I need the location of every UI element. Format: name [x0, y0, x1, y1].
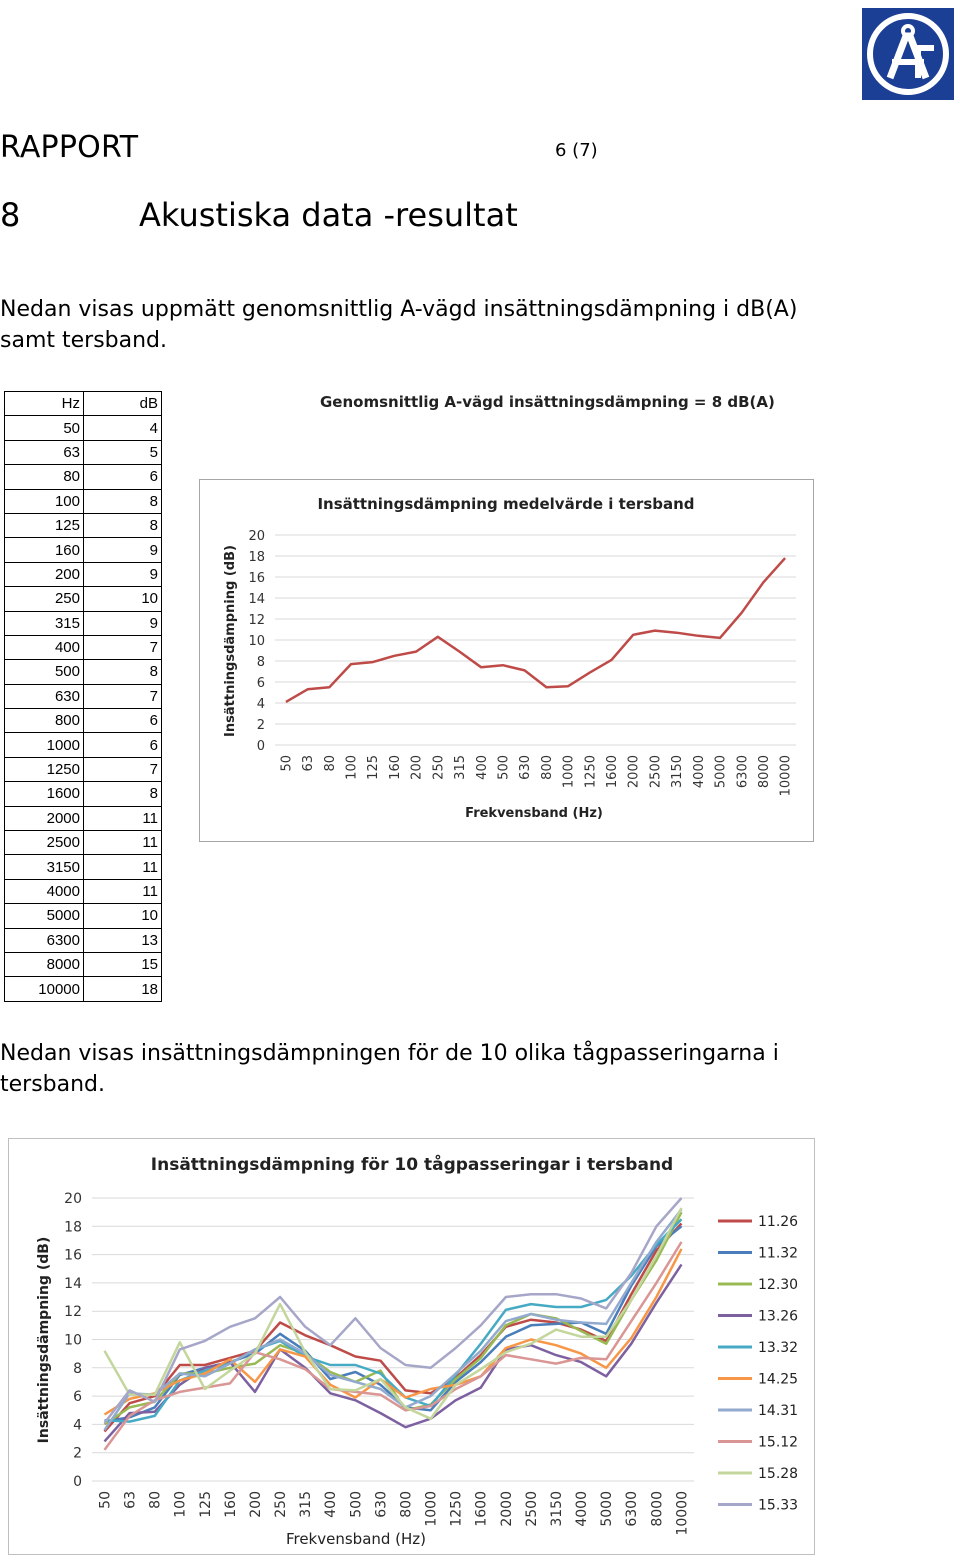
x-tick-label: 10000: [778, 755, 794, 797]
x-tick-label: 100: [344, 755, 360, 780]
table-row: [5, 684, 162, 708]
y-tick-label: 16: [64, 1247, 82, 1264]
legend-label: 15.12: [758, 1434, 799, 1451]
legend-label: 14.31: [758, 1403, 799, 1419]
table-row: [5, 831, 162, 855]
x-axis-label: Frekvensband (Hz): [465, 806, 603, 821]
x-tick-label: 100: [172, 1491, 189, 1518]
frequency-table: [4, 391, 162, 1002]
db-cell: 8: [84, 660, 162, 684]
table-row: [5, 489, 162, 513]
y-axis-label: Insättningsdämpning (dB): [36, 1236, 52, 1444]
x-tick-label: 4000: [691, 755, 707, 789]
y-tick-label: 10: [248, 634, 265, 649]
table-row: [5, 709, 162, 733]
y-tick-label: 12: [64, 1304, 82, 1321]
db-cell: 8: [84, 513, 162, 537]
db-cell: 6: [84, 733, 162, 757]
x-tick-label: 1250: [448, 1491, 465, 1527]
db-cell: 9: [84, 538, 162, 562]
db-cell: 9: [84, 611, 162, 635]
x-tick-label: 1000: [561, 755, 577, 789]
x-tick-label: 5000: [599, 1491, 616, 1527]
hz-cell: 2000: [5, 806, 84, 830]
db-cell: dB: [84, 392, 162, 416]
x-tick-label: 63: [301, 755, 317, 772]
db-cell: 18: [84, 977, 162, 1001]
legend-label: 15.33: [758, 1497, 799, 1514]
y-tick-label: 16: [248, 571, 265, 586]
y-tick-label: 0: [73, 1474, 82, 1490]
x-tick-label: 4000: [574, 1491, 591, 1527]
af-logo-icon: [862, 8, 954, 100]
passes-paragraph: Nedan visas insättningsdämpningen för de 10 olika tågpasseringarna i tersband.: [0, 1041, 779, 1097]
x-tick-label: 125: [197, 1491, 214, 1518]
x-tick-label: 160: [387, 755, 403, 780]
x-tick-label: 160: [222, 1491, 239, 1518]
x-tick-label: 800: [539, 755, 555, 780]
report-label: RAPPORT: [0, 130, 139, 165]
db-cell: 6: [84, 709, 162, 733]
table-row: [5, 416, 162, 440]
legend-label: 12.30: [758, 1277, 799, 1293]
x-axis-label: Frekvensband (Hz): [285, 1530, 427, 1548]
hz-cell: 315: [5, 611, 84, 635]
x-tick-label: 2500: [523, 1491, 540, 1527]
y-tick-label: 6: [73, 1389, 82, 1406]
db-cell: 4: [84, 416, 162, 440]
y-tick-label: 2: [73, 1445, 82, 1462]
page-number: 6 (7): [555, 140, 598, 161]
x-tick-label: 80: [322, 755, 338, 772]
hz-cell: 125: [5, 513, 84, 537]
table-row: [5, 440, 162, 464]
x-tick-label: 500: [348, 1491, 365, 1518]
table-row: [5, 465, 162, 489]
x-tick-label: 50: [279, 755, 295, 772]
x-tick-label: 6300: [624, 1491, 641, 1527]
hz-cell: 10000: [5, 977, 84, 1001]
hz-cell: 630: [5, 684, 84, 708]
chart-title: Insättningsdämpning för 10 tågpasseringar i tersband: [150, 1155, 674, 1175]
passes-chart: [0, 1130, 820, 1558]
table-row: [5, 879, 162, 903]
y-tick-label: 4: [73, 1417, 82, 1434]
table-row: [5, 782, 162, 806]
x-tick-label: 6300: [735, 755, 751, 789]
x-tick-label: 2500: [648, 755, 664, 789]
y-tick-label: 18: [248, 550, 265, 565]
x-tick-label: 50: [97, 1491, 114, 1509]
db-cell: 13: [84, 928, 162, 952]
x-tick-label: 800: [398, 1491, 415, 1518]
x-tick-label: 1600: [605, 755, 621, 789]
hz-cell: 500: [5, 660, 84, 684]
x-tick-label: 2000: [626, 755, 642, 789]
table-header-row: [5, 392, 162, 416]
x-tick-label: 1000: [423, 1491, 440, 1527]
table-row: [5, 635, 162, 659]
db-cell: 11: [84, 855, 162, 879]
section-number: 8: [0, 196, 21, 234]
x-tick-label: 10000: [674, 1491, 691, 1536]
db-cell: 11: [84, 879, 162, 903]
table-row: [5, 928, 162, 952]
hz-cell: 6300: [5, 928, 84, 952]
hz-cell: Hz: [5, 392, 84, 416]
x-tick-label: 200: [409, 755, 425, 780]
y-tick-label: 10: [64, 1332, 82, 1349]
table-row: [5, 611, 162, 635]
x-tick-label: 8000: [756, 755, 772, 789]
y-axis-label: Insättningsdämpning (dB): [223, 545, 238, 737]
y-tick-label: 14: [248, 592, 265, 607]
hz-cell: 50: [5, 416, 84, 440]
table-row: [5, 952, 162, 976]
x-tick-label: 2000: [498, 1491, 515, 1527]
legend-label: 14.25: [758, 1371, 799, 1388]
x-tick-label: 80: [147, 1491, 164, 1509]
x-tick-label: 3150: [548, 1491, 565, 1527]
x-tick-label: 1600: [473, 1491, 490, 1527]
table-row: [5, 513, 162, 537]
table-row: [5, 757, 162, 781]
db-cell: 8: [84, 782, 162, 806]
y-tick-label: 2: [256, 718, 265, 733]
y-tick-label: 4: [256, 697, 265, 712]
x-tick-label: 315: [453, 755, 469, 780]
x-tick-label: 5000: [713, 755, 729, 789]
hz-cell: 100: [5, 489, 84, 513]
db-cell: 10: [84, 587, 162, 611]
db-cell: 11: [84, 831, 162, 855]
hz-cell: 400: [5, 635, 84, 659]
hz-cell: 160: [5, 538, 84, 562]
legend-label: 13.32: [758, 1340, 799, 1356]
x-tick-label: 400: [323, 1491, 340, 1518]
table-row: [5, 733, 162, 757]
legend-label: 13.26: [758, 1308, 799, 1325]
x-tick-label: 125: [366, 755, 382, 780]
y-tick-label: 0: [256, 739, 265, 754]
db-cell: 10: [84, 904, 162, 928]
db-cell: 5: [84, 440, 162, 464]
x-tick-label: 400: [474, 755, 490, 780]
y-tick-label: 12: [248, 613, 265, 628]
x-tick-label: 8000: [649, 1491, 666, 1527]
hz-cell: 800: [5, 709, 84, 733]
table-row: [5, 904, 162, 928]
table-row: [5, 587, 162, 611]
x-tick-label: 63: [122, 1491, 139, 1509]
x-tick-label: 250: [273, 1491, 290, 1518]
db-cell: 7: [84, 757, 162, 781]
x-tick-label: 1250: [583, 755, 599, 789]
y-tick-label: 20: [248, 529, 265, 544]
y-tick-label: 6: [256, 676, 265, 691]
legend-label: 15.28: [758, 1466, 799, 1482]
hz-cell: 5000: [5, 904, 84, 928]
y-tick-label: 14: [64, 1275, 82, 1292]
table-row: [5, 806, 162, 830]
y-tick-label: 8: [256, 655, 265, 670]
hz-cell: 8000: [5, 952, 84, 976]
hz-cell: 3150: [5, 855, 84, 879]
x-tick-label: 200: [247, 1491, 264, 1518]
hz-cell: 1000: [5, 733, 84, 757]
y-tick-label: 8: [73, 1360, 82, 1377]
intro-paragraph: Nedan visas uppmätt genomsnittlig A-vägd insättningsdämpning i dB(A) samt tersband.: [0, 297, 798, 353]
hz-cell: 250: [5, 587, 84, 611]
db-cell: 7: [84, 684, 162, 708]
y-tick-label: 20: [64, 1191, 82, 1207]
average-chart-suptitle: Genomsnittlig A-vägd insättningsdämpning = 8 dB(A): [320, 393, 775, 411]
y-tick-label: 18: [64, 1219, 82, 1236]
chart-title: Insättningsdämpning medelvärde i tersband: [317, 495, 695, 513]
x-tick-label: 315: [298, 1491, 315, 1518]
x-tick-label: 630: [518, 755, 534, 780]
db-cell: 11: [84, 806, 162, 830]
hz-cell: 200: [5, 562, 84, 586]
hz-cell: 1600: [5, 782, 84, 806]
hz-cell: 1250: [5, 757, 84, 781]
table-row: [5, 855, 162, 879]
table-row: [5, 977, 162, 1001]
table-row: [5, 660, 162, 684]
db-cell: 6: [84, 465, 162, 489]
hz-cell: 63: [5, 440, 84, 464]
hz-cell: 80: [5, 465, 84, 489]
table-row: [5, 538, 162, 562]
db-cell: 8: [84, 489, 162, 513]
hz-cell: 4000: [5, 879, 84, 903]
hz-cell: 2500: [5, 831, 84, 855]
x-tick-label: 3150: [670, 755, 686, 789]
db-cell: 7: [84, 635, 162, 659]
table-row: [5, 562, 162, 586]
section-title: Akustiska data -resultat: [139, 196, 518, 234]
x-tick-label: 500: [496, 755, 512, 780]
average-chart: [199, 479, 814, 843]
db-cell: 9: [84, 562, 162, 586]
legend-label: 11.32: [758, 1245, 799, 1262]
x-tick-label: 630: [373, 1491, 390, 1518]
db-cell: 15: [84, 952, 162, 976]
x-tick-label: 250: [431, 755, 447, 780]
legend-label: 11.26: [758, 1214, 799, 1230]
